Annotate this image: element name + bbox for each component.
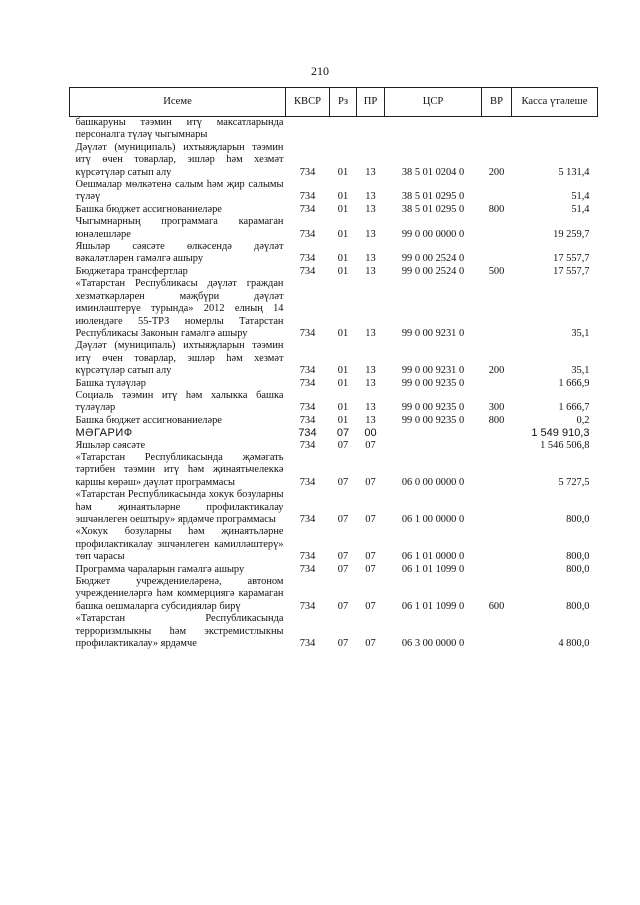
cell-name: Оешмалар мөлкәтенә салым һәм җир салымы түләү — [75, 179, 284, 203]
cell-kvsr: 734 — [299, 514, 316, 525]
cell-rz: 01 — [337, 327, 349, 339]
cell-kvsr: 734 — [299, 551, 316, 563]
cell-pr: 13 — [365, 265, 376, 277]
header-kvsr: КВСР — [286, 88, 330, 117]
table-row — [70, 266, 598, 278]
table-row — [70, 564, 598, 576]
cell-csr: 99 0 00 2524 0 — [401, 265, 465, 277]
cell-csr: 06 1 00 0000 0 — [401, 514, 465, 525]
cell-csr — [385, 427, 482, 439]
cell-vr — [482, 613, 512, 650]
cell-name: Яшьләр сәясәте — [75, 439, 146, 451]
cell-rz: 07 — [337, 439, 349, 451]
cell-rz: 01 — [337, 191, 349, 203]
cell-name: Чыгымнарның программага карамаган юнәлешләре — [75, 216, 284, 240]
cell-sum: 4 800,0 — [558, 638, 590, 650]
cell-name: Башка түләүләр — [75, 377, 146, 389]
cell-kvsr: 734 — [299, 377, 316, 389]
cell-sum: 19 259,7 — [553, 228, 590, 240]
cell-kvsr: 734 — [299, 563, 316, 575]
cell-pr: 13 — [365, 253, 376, 265]
cell-pr: 07 — [365, 638, 376, 650]
cell-pr: 13 — [365, 203, 376, 215]
cell-rz: 07 — [337, 514, 349, 525]
cell-vr — [482, 216, 512, 241]
cell-pr — [357, 117, 385, 142]
cell-kvsr: 734 — [299, 414, 316, 426]
cell-vr: 200 — [488, 166, 505, 178]
cell-name: башкаруны тәэмин итү максатларында персоналга түләү чыгымнары — [75, 117, 284, 141]
cell-vr: 800 — [488, 414, 505, 426]
cell-csr: 99 0 00 9235 0 — [401, 414, 465, 426]
cell-sum: 35,1 — [571, 365, 590, 377]
cell-sum: 51,4 — [571, 191, 590, 203]
cell-vr — [482, 179, 512, 204]
cell-name: Социаль тәэмин итү һәм халыкка башка түләүләр — [75, 389, 284, 414]
cell-rz — [330, 117, 357, 142]
cell-vr: 300 — [488, 402, 505, 414]
cell-rz: 07 — [336, 427, 350, 440]
cell-vr: 800 — [488, 203, 505, 215]
cell-pr: 07 — [365, 439, 376, 451]
cell-vr: 500 — [488, 265, 505, 277]
cell-kvsr: 734 — [299, 402, 316, 414]
cell-csr: 06 3 00 0000 0 — [401, 638, 465, 650]
cell-kvsr: 734 — [299, 228, 316, 240]
cell-vr — [482, 278, 512, 340]
cell-kvsr: 734 — [299, 439, 316, 451]
cell-name: Программа чараларын гамәлгә ашыру — [75, 563, 245, 575]
cell-name: Яшьләр сәясәте өлкәсендә дәүләт вәкаләтләрен гамәлгә ашыру — [75, 241, 284, 265]
cell-sum: 800,0 — [566, 514, 590, 525]
cell-rz: 07 — [337, 600, 349, 612]
cell-pr: 13 — [365, 327, 376, 339]
cell-vr — [482, 241, 512, 266]
cell-name: «Татарстан Республикасы дәүләт граждан хезмәткәрләрен мәҗбүри дәүләт иминләштерүе турында» 2012 елның 14 июлендәге 55-ТРЗ номерлы Татарстан Республикасы Законын гамәлгә ашыру — [75, 278, 284, 339]
cell-vr — [482, 117, 512, 142]
cell-name: Дәүләт (муниципаль) ихтыяҗларын тәэмин итү өчен товарлар, эшләр һәм хезмәт күрсәтүләр сатып алу — [75, 141, 284, 178]
cell-csr — [385, 440, 482, 452]
cell-sum: 1 549 910,3 — [531, 427, 590, 440]
cell-csr: 99 0 00 0000 0 — [401, 228, 465, 240]
cell-rz: 01 — [337, 414, 349, 426]
cell-rz: 01 — [337, 402, 349, 414]
budget-table — [69, 87, 598, 650]
cell-rz: 01 — [337, 365, 349, 377]
cell-sum: 0,2 — [576, 414, 590, 426]
cell-csr: 06 1 01 1099 0 — [401, 600, 465, 612]
cell-vr — [482, 526, 512, 563]
cell-name: Башка бюджет ассигнованиеләре — [75, 203, 222, 215]
cell-pr: 13 — [365, 365, 376, 377]
table-row — [70, 278, 598, 340]
cell-rz: 01 — [337, 203, 349, 215]
cell-rz: 07 — [337, 563, 349, 575]
cell-name: «Татарстан Республикасында җәмәгать тәртибен тәэмин итү һәм җинаятьчелеккә каршы көрәш» дәүләт программасы — [75, 451, 284, 488]
cell-sum: 17 557,7 — [553, 265, 590, 277]
cell-rz: 07 — [337, 476, 349, 488]
cell-kvsr: 734 — [299, 638, 316, 650]
page-number: 210 — [311, 64, 329, 78]
cell-name: Бюджетара трансфертлар — [75, 265, 188, 277]
cell-kvsr: 734 — [299, 203, 316, 215]
cell-kvsr: 734 — [298, 427, 317, 440]
table-row — [70, 526, 598, 563]
cell-sum: 800,0 — [566, 600, 590, 612]
cell-sum: 35,1 — [571, 327, 590, 339]
cell-pr: 07 — [365, 514, 376, 525]
table-row — [70, 452, 598, 489]
cell-vr — [482, 489, 512, 526]
cell-vr: 200 — [488, 365, 505, 377]
cell-vr — [482, 427, 512, 439]
cell-kvsr: 734 — [299, 600, 316, 612]
cell-kvsr: 734 — [299, 265, 316, 277]
cell-name: «Татарстан Республикасында хокук бозуларны һәм җинаятьләрне профилактикалау эшчәнлеген оештыру» ярдәмче программасы — [75, 489, 284, 525]
cell-csr: 99 0 00 9231 0 — [401, 327, 465, 339]
cell-csr — [385, 117, 482, 142]
cell-name: Башка бюджет ассигнованиеләре — [75, 414, 222, 426]
cell-rz: 01 — [337, 265, 349, 277]
cell-sum: 1 666,7 — [558, 402, 590, 414]
cell-rz: 01 — [337, 228, 349, 240]
header-csr: ЦСР — [385, 88, 482, 117]
cell-pr: 07 — [365, 600, 376, 612]
cell-pr: 13 — [365, 228, 376, 240]
cell-vr — [482, 378, 512, 390]
table-row — [70, 216, 598, 241]
cell-vr — [482, 452, 512, 489]
cell-sum: 17 557,7 — [553, 253, 590, 265]
table-row — [70, 390, 598, 415]
cell-pr: 13 — [365, 414, 376, 426]
cell-rz: 07 — [337, 638, 349, 650]
cell-rz: 01 — [337, 166, 349, 178]
cell-name: «Хокук бозуларны һәм җинаятьләрне профилактикалау эшчәнлеген камилләштерү» төп чарасы — [75, 526, 284, 563]
cell-csr: 06 0 00 0000 0 — [401, 476, 465, 488]
cell-pr: 13 — [365, 377, 376, 389]
cell-pr: 00 — [364, 427, 377, 440]
table-row — [70, 241, 598, 266]
cell-csr: 99 0 00 9235 0 — [401, 377, 465, 389]
table-row — [70, 117, 598, 142]
cell-name: МӘГАРИФ — [75, 427, 133, 440]
table-row — [70, 613, 598, 650]
cell-name: «Татарстан Республикасында терроризмлыкны һәм экстремистлыкны профилактикалау» ярдәмче — [75, 613, 284, 650]
cell-csr: 06 1 01 0000 0 — [401, 551, 465, 563]
cell-pr: 13 — [365, 402, 376, 414]
cell-vr — [482, 440, 512, 452]
cell-sum: 1 546 506,8 — [540, 439, 590, 451]
table-row — [70, 378, 598, 390]
cell-kvsr: 734 — [299, 476, 316, 488]
cell-kvsr: 734 — [299, 253, 316, 265]
cell-rz: 01 — [337, 377, 349, 389]
table-row — [70, 340, 598, 377]
cell-sum: 1 666,9 — [558, 377, 590, 389]
cell-sum: 5 727,5 — [558, 476, 590, 488]
cell-kvsr — [286, 117, 330, 142]
cell-csr: 38 5 01 0204 0 — [401, 166, 465, 178]
header-sum: Касса үтәлеше — [512, 88, 598, 117]
cell-csr: 38 5 01 0295 0 — [401, 203, 465, 215]
cell-pr: 13 — [365, 166, 376, 178]
cell-rz: 07 — [337, 551, 349, 563]
cell-sum: 800,0 — [566, 551, 590, 563]
cell-pr: 07 — [365, 551, 376, 563]
header-vr: ВР — [482, 88, 512, 117]
header-rz: Рз — [330, 88, 357, 117]
cell-kvsr: 734 — [299, 327, 316, 339]
cell-pr: 07 — [365, 563, 376, 575]
cell-csr: 99 0 00 9231 0 — [401, 365, 465, 377]
cell-kvsr: 734 — [299, 365, 316, 377]
cell-vr — [482, 564, 512, 576]
cell-pr: 13 — [365, 191, 376, 203]
table-row — [70, 142, 598, 179]
header-name: Исеме — [70, 88, 286, 117]
header-pr: ПР — [357, 88, 385, 117]
cell-kvsr: 734 — [299, 191, 316, 203]
section-row — [70, 427, 598, 439]
table-row — [70, 179, 598, 204]
cell-csr: 06 1 01 1099 0 — [401, 563, 465, 575]
cell-csr: 38 5 01 0295 0 — [401, 191, 465, 203]
table-body — [70, 117, 598, 651]
table-row — [70, 440, 598, 452]
cell-name: Бюджет учреждениеләренә, автоном учреждениеләргә һәм коммерциягә карамаган башка оешмаларга субсидияләр бирү — [75, 576, 284, 612]
cell-name: Дәүләт (муниципаль) ихтыяҗларын тәэмин итү өчен товарлар, эшләр һәм хезмәт күрсәтүләр сатып алу — [75, 340, 284, 377]
table-row — [70, 489, 598, 526]
cell-sum: 5 131,4 — [558, 166, 590, 178]
cell-sum — [512, 117, 598, 142]
table-header — [70, 88, 598, 117]
cell-csr: 99 0 00 2524 0 — [401, 253, 465, 265]
table-row — [70, 576, 598, 613]
cell-csr: 99 0 00 9235 0 — [401, 402, 465, 414]
cell-kvsr: 734 — [299, 166, 316, 178]
cell-sum: 800,0 — [566, 563, 590, 575]
cell-sum: 51,4 — [571, 203, 590, 215]
cell-vr: 600 — [488, 600, 505, 612]
cell-pr: 07 — [365, 476, 376, 488]
table-row — [70, 415, 598, 427]
cell-rz: 01 — [337, 253, 349, 265]
table-row — [70, 204, 598, 216]
